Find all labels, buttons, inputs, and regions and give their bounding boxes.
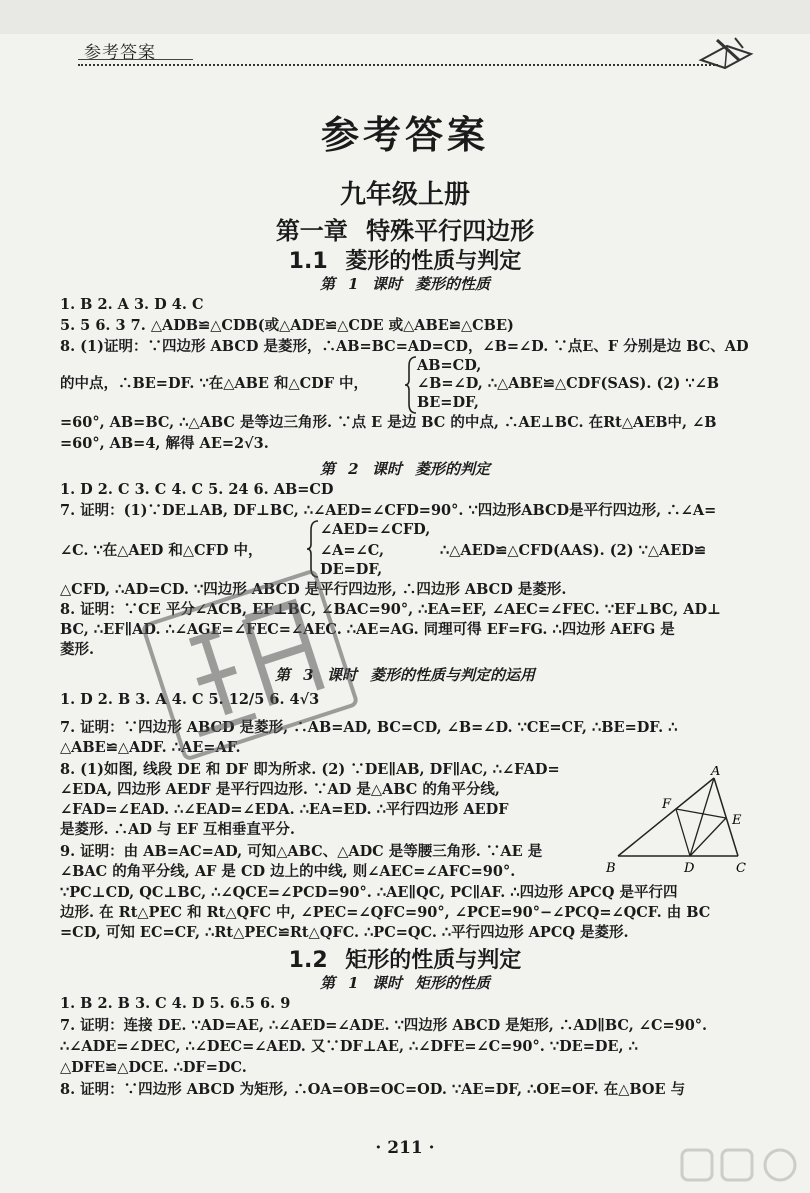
figure-label-a: A — [711, 766, 721, 779]
answer-line: 菱形. — [60, 641, 95, 658]
figure-label-e: E — [732, 813, 742, 828]
answer-line: ∠C. ∵在△AED 和△CFD 中， — [60, 542, 263, 559]
header-underline — [78, 59, 193, 60]
answer-line: =CD, 可知 EC=CF, ∴Rt△PEC≌Rt△QFC. ∴PC=QC. ∴平行四边形 APCQ 是菱形. — [60, 924, 629, 941]
answer-line: 7. 证明：∵四边形 ABCD 是菱形, ∴AB=AD, BC=CD, ∠B=∠D. ∵CE=CF, ∴BE=DF. ∴ — [60, 719, 678, 736]
answer-line: 边形. 在 Rt△PEC 和 Rt△QFC 中, ∠PEC=∠QFC=90°, ∠PCE=90°−∠PCQ=∠QCF. 由 BC — [60, 904, 711, 921]
answer-line: ∠EDA, 四边形 AEDF 是平行四边形. ∵AD 是△ABC 的角平分线, — [60, 781, 500, 798]
answer-line: 8. (1)如图, 线段 DE 和 DF 即为所求. (2) ∵DE∥AB, DF∥AC, ∴∠FAD= — [60, 761, 560, 778]
answer-line: ∠FAD=∠EAD. ∴∠EAD=∠EDA. ∴EA=ED. ∴平行四边形 AEDF — [60, 801, 509, 818]
answer-line: 1. D 2. C 3. C 4. C 5. 24 6. AB=CD — [60, 481, 334, 498]
top-margin-strip — [0, 0, 810, 34]
answer-line: 7. 证明：连接 DE. ∵AD=AE, ∴∠AED=∠ADE. ∵四边形 ABCD 是矩形, ∴AD∥BC, ∠C=90°. — [60, 1017, 708, 1034]
answer-line: 7. 证明：(1)∵DE⊥AB, DF⊥BC, ∴∠AED=∠CFD=90°. ∵四边形ABCD是平行四边形, ∴∠A= — [60, 502, 717, 519]
answer-line: 的中点，∴BE=DF. ∵在△ABE 和△CDF 中， — [60, 375, 369, 392]
answer-line: BE=DF, — [417, 394, 479, 411]
answer-line: 8. 证明：∵四边形 ABCD 为矩形, ∴OA=OB=OC=OD. ∵AE=DF, ∴OE=OF. 在△BOE 与 — [60, 1081, 686, 1098]
answer-line: 1. B 2. A 3. D 4. C — [60, 296, 204, 313]
answer-line: DE=DF, — [320, 561, 383, 578]
answer-line: 8. (1)证明：∵四边形 ABCD 是菱形，∴AB=BC=AD=CD，∠B=∠D. ∵点E、F 分别是边 BC、AD — [60, 338, 749, 355]
section-heading-1-1: 1.1 菱形的性质与判定 — [288, 249, 522, 274]
figure-label-b: B — [606, 861, 616, 876]
answer-line: △CFD, ∴AD=CD. ∵四边形 ABCD 是平行四边形, ∴四边形 ABCD 是菱形. — [60, 581, 567, 598]
section-heading-1-2: 1.2 矩形的性质与判定 — [288, 948, 522, 973]
header-dotted-rule — [78, 64, 718, 66]
answer-line: △DFE≌△DCE. ∴DF=DC. — [60, 1059, 247, 1076]
answer-line: ∴∠ADE=∠DEC, ∴∠DEC=∠AED. 又∵DF⊥AE, ∴∠DFE=∠C=90°. ∵DE=DE, ∴ — [60, 1038, 638, 1055]
lesson-heading-3: 第 3 课时 菱形的性质与判定的运用 — [274, 666, 536, 684]
answer-line: AB=CD, — [417, 357, 482, 374]
brace-icon — [405, 356, 417, 414]
figure-label-d: D — [684, 861, 695, 876]
answer-line: ∵PC⊥CD, QC⊥BC, ∴∠QCE=∠PCD=90°. ∴AE∥QC, PC∥AF. ∴四边形 APCQ 是平行四 — [60, 884, 678, 901]
grade-heading: 九年级上册 — [339, 180, 470, 210]
lesson-heading-2: 第 2 课时 菱形的判定 — [319, 460, 491, 478]
answer-line: 1. B 2. B 3. C 4. D 5. 6.5 6. 9 — [60, 995, 291, 1012]
running-header: 参考答案 — [84, 43, 156, 63]
pencil-book-icon — [695, 30, 755, 72]
answer-line: ∠B=∠D, ∴△ABE≌△CDF(SAS). (2) ∵∠B — [417, 375, 720, 392]
answer-line: 是菱形. ∴AD 与 EF 互相垂直平分. — [60, 821, 295, 838]
answer-line: ∠BAC 的角平分线, AF 是 CD 边上的中线, 则∠AEC=∠AFC=90°. — [60, 863, 516, 880]
answer-line: 8. 证明：∵CE 平分∠ACB, EF⊥BC, ∠BAC=90°, ∴EA=EF, ∠AEC=∠FEC. ∵EF⊥BC, AD⊥ — [60, 601, 721, 618]
lesson-heading-4: 第 1 课时 矩形的性质 — [319, 974, 491, 992]
page-title: 参考答案 — [320, 113, 489, 157]
ink-stamp — [140, 565, 360, 765]
lesson-heading-1: 第 1 课时 菱形的性质 — [319, 275, 491, 293]
answer-line: ∠A=∠C, — [320, 542, 385, 559]
answer-line: =60°, AB=4, 解得 AE=2√3. — [60, 435, 269, 452]
chapter-heading: 第一章 特殊平行四边形 — [275, 217, 535, 245]
figure-label-f: F — [662, 797, 672, 812]
triangle-figure — [598, 766, 758, 878]
answer-line: BC, ∴EF∥AD. ∴∠AGE=∠FEC=∠AEC. ∴AE=AG. 同理可得 EF=FG. ∴四边形 AEFG 是 — [60, 621, 675, 638]
answer-line: ∠AED=∠CFD, — [320, 521, 431, 538]
answer-line: =60°, AB=BC, ∴△ABC 是等边三角形. ∵点 E 是边 BC 的中点, ∴AE⊥BC. 在Rt△AEB中, ∠B — [60, 414, 717, 431]
figure-label-c: C — [736, 861, 746, 876]
answer-line: ∴△AED≌△CFD(AAS). (2) ∵△AED≌ — [440, 542, 707, 559]
answer-line: 9. 证明：由 AB=AC=AD, 可知△ABC、△ADC 是等腰三角形. ∵AE 是 — [60, 843, 543, 860]
answer-line: 1. D 2. B 3. A 4. C 5. 12/5 6. 4√3 — [60, 691, 320, 708]
page-number: · 211 · — [375, 1138, 435, 1158]
watermark-logo-icon — [680, 1148, 800, 1188]
answer-line: 5. 5 6. 3 7. △ADB≌△CDB(或△ADE≌△CDE 或△ABE≌△CBE) — [60, 317, 514, 334]
answer-line: △ABE≌△ADF. ∴AE=AF. — [60, 739, 241, 756]
